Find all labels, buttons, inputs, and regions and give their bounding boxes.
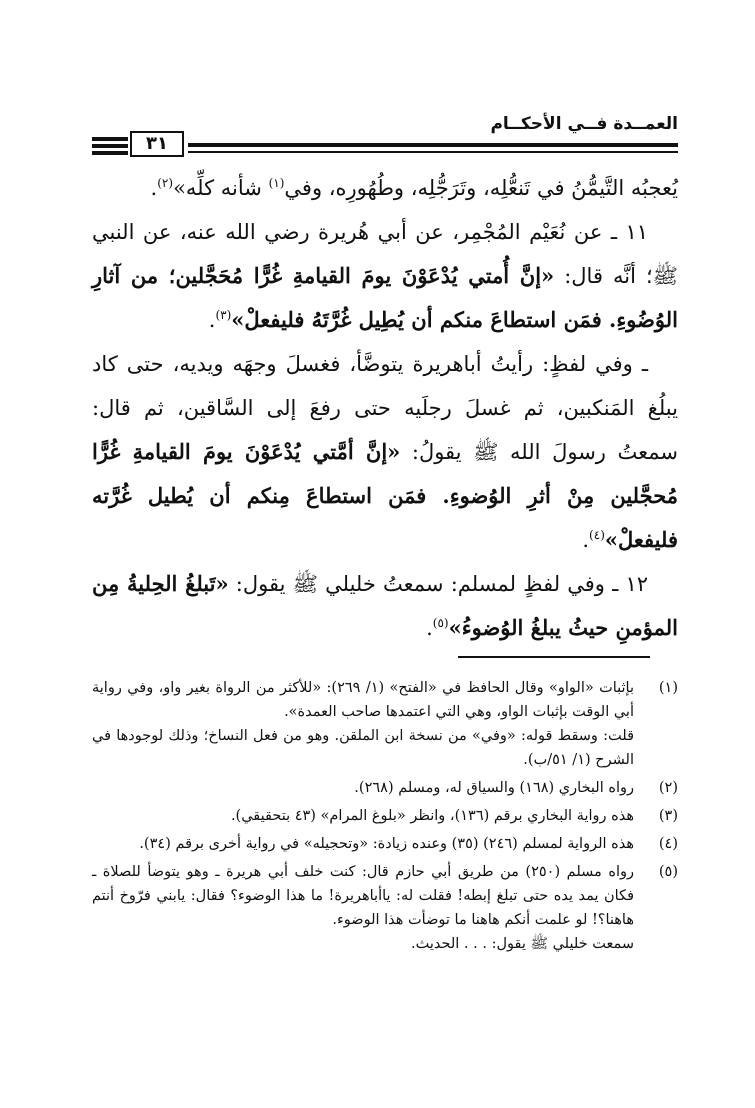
footnote-number: (٢)	[658, 780, 678, 796]
footnote-1	[92, 676, 678, 772]
page-number: ٣١	[130, 131, 184, 157]
footnote-ref: (٤)	[589, 528, 605, 542]
footnote-number: (١)	[658, 680, 678, 696]
footnote-2	[92, 776, 678, 800]
footnote-text: قلت: وسقط قوله: «وفي» من نسخة ابن الملقن. وهو من فعل النساخ؛ وذلك لوجودها في الشرح (١/ ٥١/ب).	[92, 728, 634, 768]
paragraph-continuation: يُعجبُه التَّيمُّنُ في تَنعُّلِه، وتَرَجُّلِه، وطُهُورِه، وفي$^{(١)}$ شأنه كلِّه»$^{(٢)}$.	[150, 176, 678, 200]
footnote-number: (٤)	[658, 836, 678, 852]
footnote-ref: (٥)	[432, 616, 449, 630]
header-ornament-bars	[92, 137, 128, 155]
hadith-quote: «تَبلغُ الحِليةُ مِن المؤمنِ حيثُ يبلغُ الوُضوءُ»	[92, 571, 678, 640]
page-header	[92, 102, 678, 160]
footnote-number: (٣)	[658, 808, 678, 824]
footnotes	[92, 676, 678, 960]
footnote-ref: (٣)	[215, 308, 232, 322]
footnote-ref: (٢)	[157, 176, 174, 190]
footnote-text: رواه مسلم (٢٥٠) من طريق أبي حازم قال: كنت خلف أبي هريرة ـ وهو يتوضأ للصلاة ـ فكان يمد يده حتى تبلغ إبطه! فقلت له: ياأباهريرة! ما هذا الوضوء؟ فقال: يابني فرّوخ أنتم هاهنا؟! لو علمت أنكم هاهنا ما توضأت هذا الوضوء.	[92, 864, 634, 928]
footnote-text: رواه البخاري (١٦٨) والسياق له، ومسلم (٢٦٨).	[354, 780, 634, 796]
hadith-12: ١٢ ـ وفي لفظٍ لمسلم: سمعتُ خليلي ﷺ يقول: «تَبلغُ الحِليةُ مِن المؤمنِ حيثُ يبلغُ الوُضوءُ»$^{(٥)}$.	[92, 571, 678, 640]
footnote-ref: (١)	[268, 176, 285, 190]
book-title: العمــدة فــي الأحكــام	[490, 114, 678, 134]
footnote-text: هذه الرواية لمسلم (٢٤٦) (٣٥) وعنده زيادة: «وتحجيله» في رواية أخرى برقم (٣٤).	[139, 836, 634, 852]
footnote-4	[92, 832, 678, 856]
footnote-5	[92, 860, 678, 956]
footnote-text: سمعت خليلي ﷺ يقول: . . . الحديث.	[411, 936, 634, 952]
hadith-quote: «إنَّ أمَّتي يُدْعَوْنَ يومَ القيامةِ غُرًّا مُحجَّلين مِنْ أثرِ الوُضوءِ. فمَن استطاعَ مِنكم أن يُطيل غُرَّته فليفعلْ»	[92, 439, 678, 552]
footnote-text: هذه رواية البخاري برقم (١٣٦)، وانظر «بلوغ المرام» (٤٣ بتحقيقي).	[230, 808, 634, 824]
hadith-11-variant: ـ وفي لفظٍ: رأيتُ أباهريرة يتوضَّأ، فغسلَ وجهَه ويديه، حتى كاد يبلُغ المَنكبين، ثم غسلَ رجلَيه حتى رفعَ إلى السَّاقين، ثم قال: سمعتُ رسولَ الله ﷺ يقولُ: «إنَّ أمَّتي يُدْعَوْنَ يومَ القيامةِ غُرًّا مُحجَّلين مِنْ أثرِ الوُضوءِ. فمَن استطاعَ مِنكم أن يُطيل غُرَّته فليفعلْ»$^{(٤)}$.	[92, 352, 678, 552]
header-rule-thin	[188, 151, 678, 153]
main-text	[92, 166, 678, 650]
footnote-separator	[458, 656, 650, 658]
footnote-number: (٥)	[658, 864, 678, 880]
footnote-text: بإثبات «الواو» وقال الحافظ في «الفتح» (١/ ٢٦٩): «للأكثر من الرواة بغير واو، وفي رواية أبي الوقت بإثبات الواو، وهي التي اعتمدها صاحب العمدة».	[92, 680, 635, 720]
header-rule-thick	[188, 143, 678, 147]
hadith-11: ١١ ـ عن نُعَيْم المُجْمِر، عن أبي هُريرة رضي الله عنه، عن النبي ﷺ؛ أنَّه قال: «إنَّ أُمتي يُدْعَوْنَ يومَ القيامةِ غُرًّا مُحَجَّلين؛ من آثارِ الوُضُوءِ. فمَن استطاعَ منكم أن يُطِيل غُرَّتَهُ فليفعلْ»$^{(٣)}$.	[92, 220, 679, 332]
footnote-3	[92, 804, 678, 828]
hadith-quote: «إنَّ أُمتي يُدْعَوْنَ يومَ القيامةِ غُرًّا مُحَجَّلين؛ من آثارِ الوُضُوءِ. فمَن استطاعَ منكم أن يُطِيل غُرَّتَهُ فليفعلْ»	[92, 263, 678, 332]
